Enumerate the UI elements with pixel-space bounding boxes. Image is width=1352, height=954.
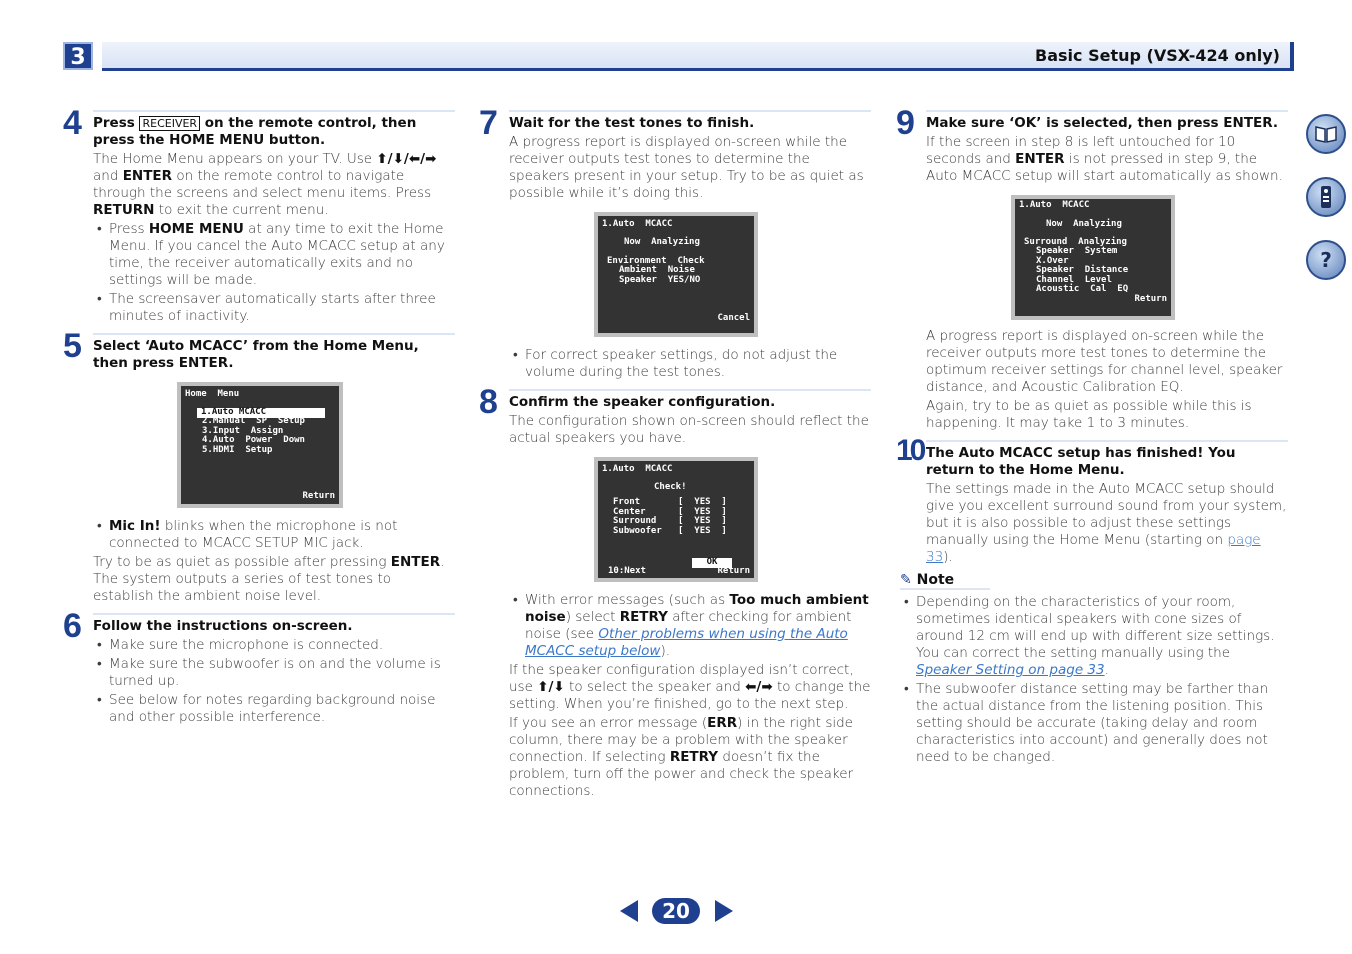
note-section	[900, 572, 1288, 766]
step-4	[63, 104, 455, 325]
surround-analyzing-screen: 1.Auto MCACC Now Analyzing Surround Analyzing Speaker System X.Over Speaker Distance Channel Level Acoustic Cal EQ Return	[1011, 195, 1175, 320]
link-page-33[interactable]: page 33	[926, 532, 1261, 565]
column-3	[896, 104, 1288, 766]
analyzing-screen: 1.Auto MCACC Now Analyzing Environment Check Ambient Noise Speaker YES/NO Cancel	[594, 212, 758, 337]
step-title: Confirm the speaker configuration.	[509, 389, 871, 411]
check-screen: 1.Auto MCACC Check! Front [ YES ] Center [ YES ] Surround [ YES ] Subwoofer [ YES ] OK 10:Next Return	[594, 457, 758, 582]
step-number: 5	[63, 327, 79, 365]
bullet-item: • Press HOME MENU at any time to exit the Home Menu. If you cancel the Auto MCACC setup at any time, the receiver automatically exits and no settings will be made.	[93, 221, 455, 289]
paragraph: If the screen in step 8 is left untouched for 10 seconds and ENTER is not pressed in step 9, the Auto MCACC setup will start automatically as shown.	[926, 134, 1283, 184]
paragraph: The configuration shown on-screen should reflect the actual speakers you have.	[509, 413, 869, 446]
step-number: 6	[63, 607, 79, 645]
home-menu-screen: Home Menu 1.Auto MCACC 2.Manual SP Setup 3.Input Assign 4.Auto Power Down 5.HDMI Setup Return	[177, 382, 343, 508]
step-number: 4	[63, 104, 79, 142]
step-title: Select ‘Auto MCACC’ from the Home Menu, then press ENTER.	[93, 333, 455, 372]
bullet-item: • See below for notes regarding background noise and other possible interference.	[93, 692, 455, 726]
prev-page-icon[interactable]	[620, 900, 638, 922]
header-bar	[102, 42, 1294, 71]
next-page-icon[interactable]	[715, 900, 733, 922]
page-title: Basic Setup (VSX-424 only)	[1035, 46, 1280, 65]
step-title: Make sure ‘OK’ is selected, then press ENTER.	[926, 110, 1288, 132]
bullet-item: • For correct speaker settings, do not adjust the volume during the test tones.	[509, 347, 871, 381]
step-title: Follow the instructions on-screen.	[93, 613, 455, 635]
bullet-item: • Depending on the characteristics of your room, sometimes identical speakers with cone sizes of around 12 cm will end up with different size settings. You can correct the setting manually using the Speaker Setting on page 33.	[900, 594, 1288, 679]
step-number: 8	[479, 383, 495, 421]
help-icon[interactable]: ?	[1306, 240, 1346, 280]
page-number: 20	[652, 898, 700, 924]
column-1	[63, 104, 455, 726]
step-8	[479, 383, 871, 800]
bullet-item: • The screensaver automatically starts after three minutes of inactivity.	[93, 291, 455, 325]
step-title: Wait for the test tones to finish.	[509, 110, 871, 132]
chapter-badge: 3	[63, 42, 93, 70]
step-10	[896, 434, 1288, 566]
step-title: Press RECEIVER on the remote control, then press the HOME MENU button.	[93, 110, 455, 149]
note-heading: ✎ Note	[900, 572, 990, 590]
step-6	[63, 607, 455, 726]
paragraph: If the speaker configuration displayed isn’t correct, use ⬆/⬇ to select the speaker and ⬅/➡ to change the setting. When you’re finished, go to the next step.	[509, 662, 871, 712]
paragraph: A progress report is displayed on-screen while the receiver outputs more test tones to determine the optimum receiver settings for channel level, speaker distance, and Acoustic Calibration EQ.	[926, 328, 1283, 395]
book-icon[interactable]	[1306, 114, 1346, 154]
link-speaker-setting[interactable]: Speaker Setting on page 33	[916, 662, 1105, 678]
bullet-item: • The subwoofer distance setting may be farther than the actual distance from the listening position. This setting should be accurate (taking delay and room characteristics into account) and generally does not need to be changed.	[900, 681, 1288, 766]
step-title: The Auto MCACC setup has finished! You return to the Home Menu.	[926, 440, 1288, 479]
receiver-key: RECEIVER	[139, 116, 200, 131]
remote-icon[interactable]	[1306, 177, 1346, 217]
bullet-item: • Mic In! blinks when the microphone is not connected to MCACC SETUP MIC jack.	[93, 518, 455, 552]
link-other-problems[interactable]: Other problems when using the Auto MCACC setup below	[525, 626, 848, 659]
bullet-item: • Make sure the microphone is connected.	[93, 637, 455, 654]
step-7	[479, 104, 871, 381]
step-number: 9	[896, 104, 912, 142]
ok-selection: OK	[692, 558, 732, 568]
paragraph: The settings made in the Auto MCACC setup should give you excellent surround sound from your system, but it is also possible to adjust these settings manually using the Home Menu (starting on page 33).	[926, 481, 1287, 565]
paragraph: Try to be as quiet as possible after pressing ENTER. The system outputs a series of test tones to establish the ambient noise level.	[93, 554, 445, 604]
step-9	[896, 104, 1288, 432]
paragraph: Again, try to be as quiet as possible while this is happening. It may take 1 to 3 minutes.	[926, 398, 1252, 431]
note-icon: ✎	[900, 572, 917, 588]
step-number: 7	[479, 104, 495, 142]
step-number: 10	[896, 434, 924, 467]
step-5	[63, 327, 455, 605]
page-navigation	[620, 896, 735, 926]
bullet-item: • With error messages (such as Too much ambient noise) select RETRY after checking for ambient noise (see Other problems when using the Auto MCACC setup below).	[509, 592, 871, 660]
paragraph: The Home Menu appears on your TV. Use ⬆/⬇/⬅/➡ and ENTER on the remote control to navigate through the screens and select menu items. Press RETURN to exit the current menu.	[93, 151, 437, 218]
bullet-item: • Make sure the subwoofer is on and the volume is turned up.	[93, 656, 455, 690]
paragraph: A progress report is displayed on-screen while the receiver outputs test tones to determine the speakers present in your setup. Try to be as quiet as possible while it’s doing this.	[509, 134, 864, 201]
column-2	[479, 104, 871, 800]
paragraph: If you see an error message (ERR) in the right side column, there may be a problem with the speaker connection. If selecting RETRY doesn’t fix the problem, turn off the power and check the speaker connections.	[509, 715, 854, 799]
